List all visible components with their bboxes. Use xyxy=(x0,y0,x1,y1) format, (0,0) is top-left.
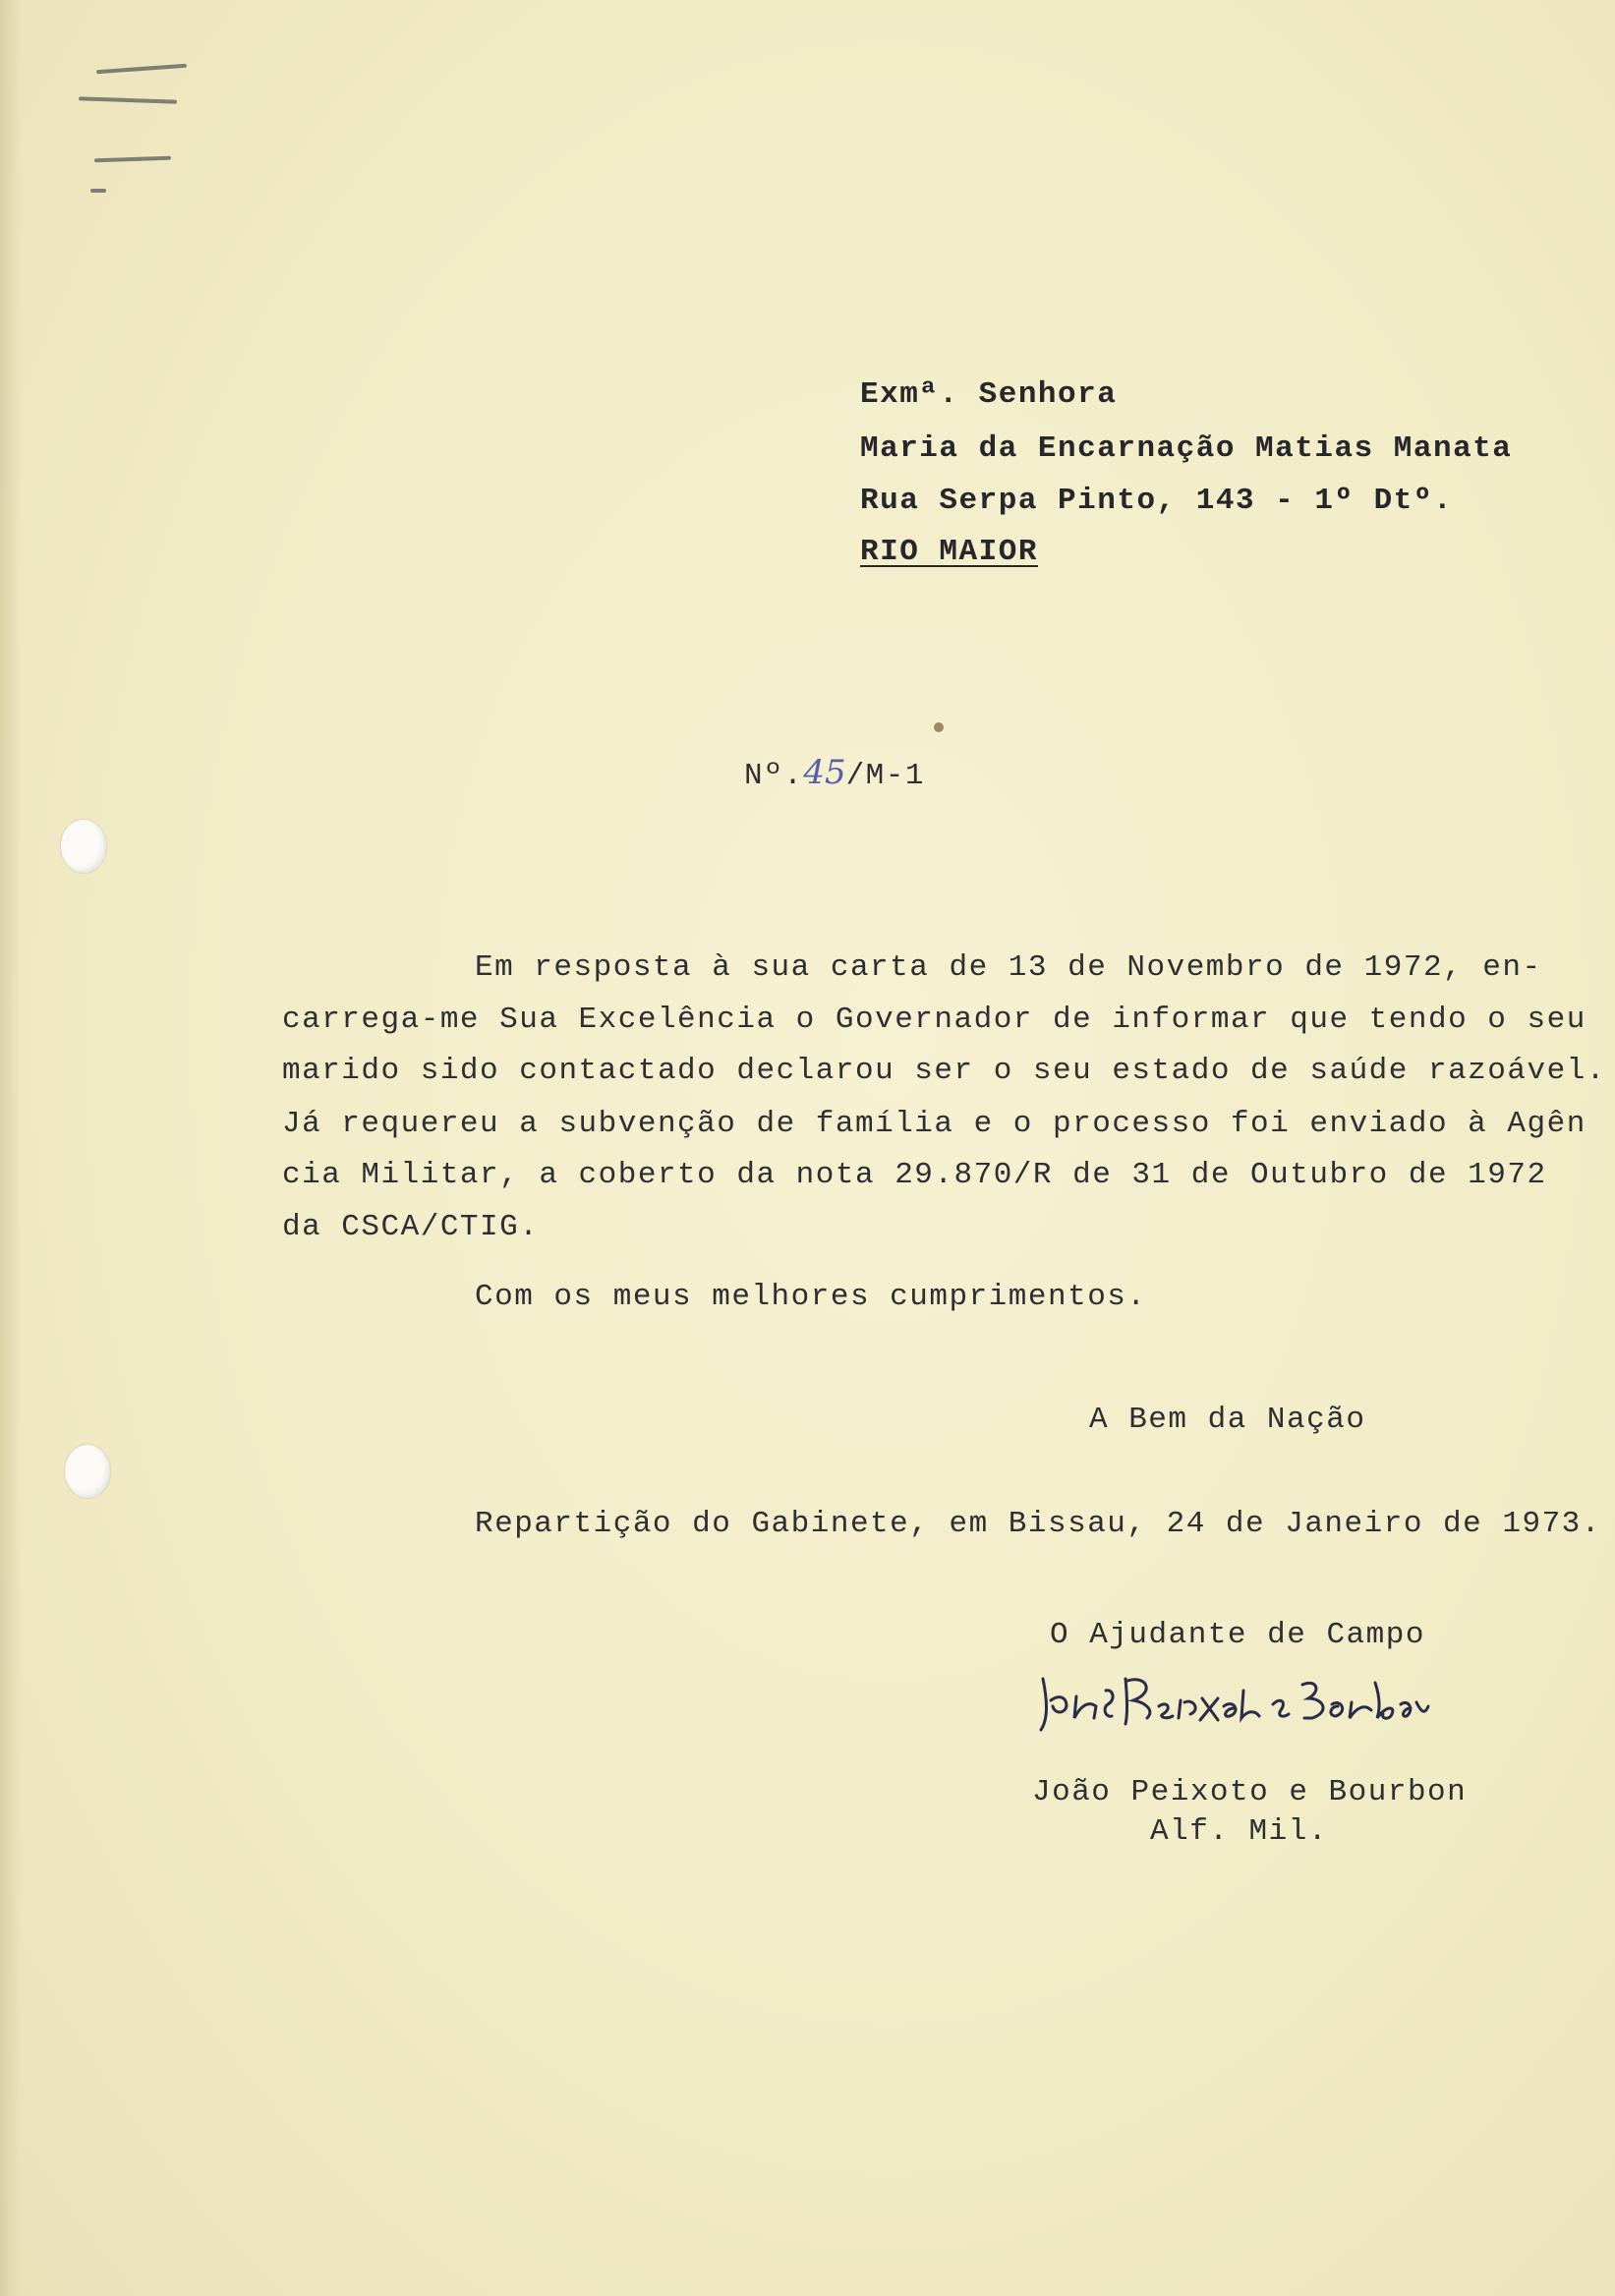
body-line: Já requereu a subvenção de família e o processo foi enviado à Agên xyxy=(282,1107,1586,1141)
punch-hole-bottom xyxy=(65,1445,110,1498)
punch-hole-top xyxy=(61,820,106,873)
signatory-title: O Ajudante de Campo xyxy=(1050,1618,1425,1652)
handwritten-signature xyxy=(1037,1661,1430,1740)
reference-number xyxy=(744,753,925,796)
reference-prefix: Nº. xyxy=(744,759,804,793)
pencil-mark xyxy=(90,189,106,193)
reference-suffix: /M-1 xyxy=(845,759,925,793)
place-date: Repartição do Gabinete, em Bissau, 24 de Janeiro de 1973. xyxy=(475,1507,1601,1541)
recipient-salutation: Exmª. Senhora xyxy=(860,377,1118,412)
recipient-address: Rua Serpa Pinto, 143 - 1º Dtº. xyxy=(860,484,1454,518)
recipient-name: Maria da Encarnação Matias Manata xyxy=(860,431,1513,466)
closing-line: Com os meus melhores cumprimentos. xyxy=(475,1280,1147,1314)
reference-handwritten-number: 45 xyxy=(803,753,846,792)
signatory-name: João Peixoto e Bourbon xyxy=(1032,1775,1468,1809)
pencil-mark xyxy=(94,156,171,163)
body-line: cia Militar, a coberto da nota 29.870/R de 31 de Outubro de 1972 xyxy=(282,1158,1547,1192)
page-edge-shadow xyxy=(0,0,22,2296)
signatory-rank: Alf. Mil. xyxy=(1150,1814,1328,1849)
ink-spot xyxy=(934,722,944,732)
recipient-city: RIO MAIOR xyxy=(860,535,1038,569)
body-line: marido sido contactado declarou ser o seu estado de saúde razoável. xyxy=(282,1054,1606,1088)
pencil-mark xyxy=(79,96,177,103)
body-line: Em resposta à sua carta de 13 de Novembro de 1972, en- xyxy=(475,950,1542,985)
body-line: carrega-me Sua Excelência o Governador de informar que tendo o seu xyxy=(282,1003,1586,1037)
body-line: da CSCA/CTIG. xyxy=(282,1210,540,1244)
pencil-mark xyxy=(96,64,187,74)
motto: A Bem da Nação xyxy=(1089,1403,1366,1437)
